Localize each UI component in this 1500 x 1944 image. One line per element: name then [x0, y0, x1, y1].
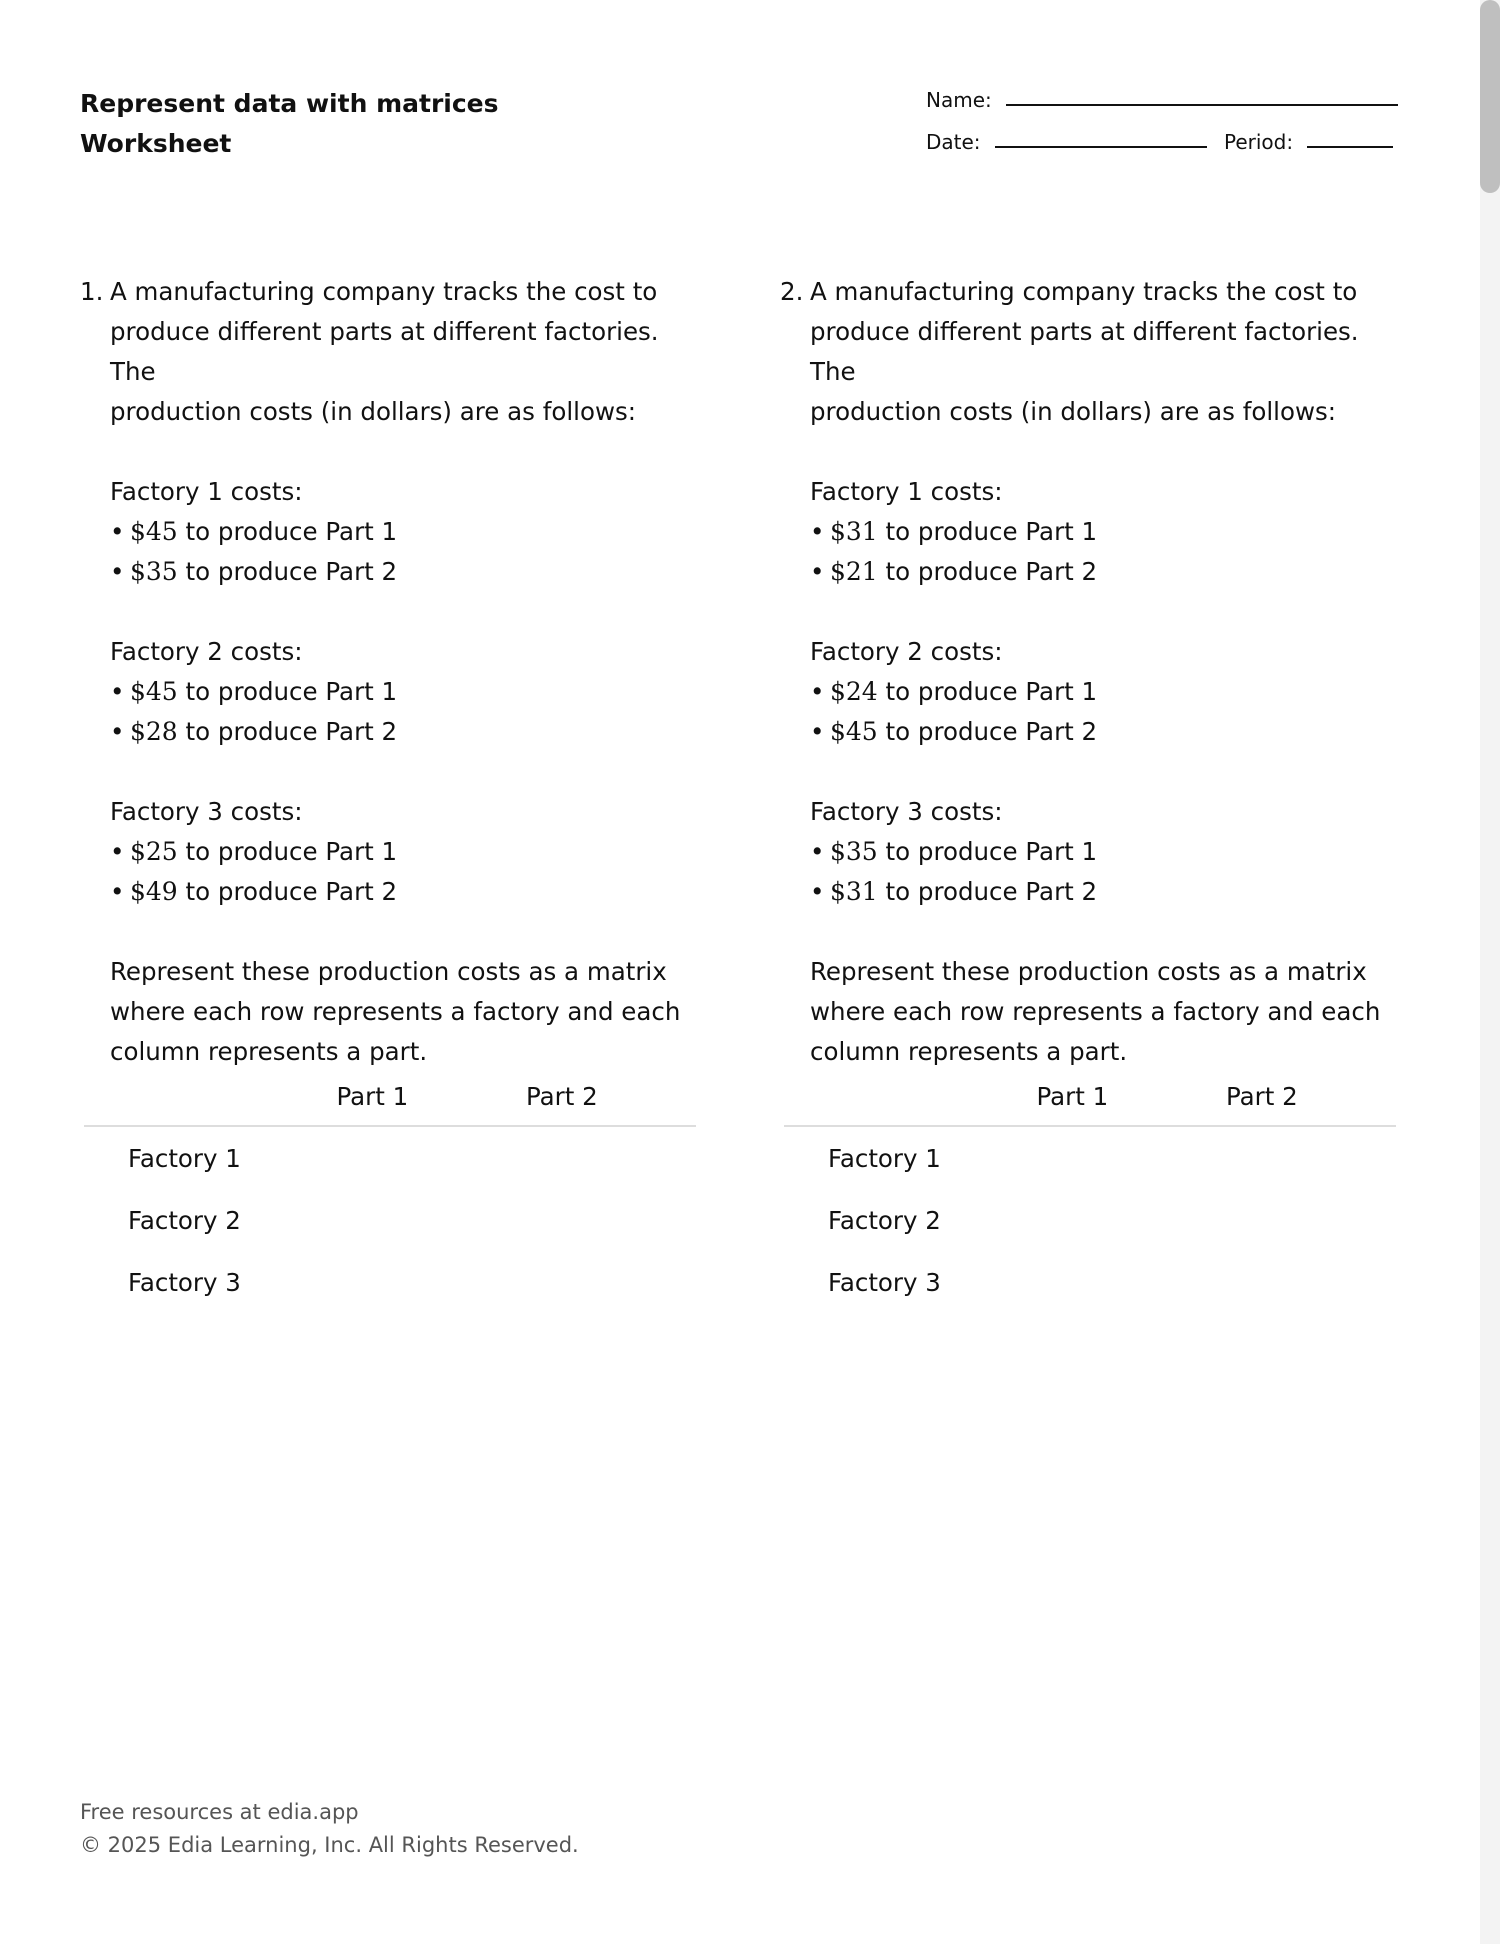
column-header-part-2: Part 2 [467, 1067, 696, 1126]
answer-cell[interactable] [278, 1189, 467, 1251]
cost-text: to produce Part 1 [185, 677, 398, 706]
intro-line: produce different parts at different factories. The [810, 317, 1359, 386]
answer-cell[interactable] [467, 1251, 696, 1313]
column-header-empty [784, 1067, 978, 1126]
answer-cell[interactable] [978, 1251, 1167, 1313]
question-body [110, 272, 700, 1072]
cost-item [110, 712, 700, 752]
instruction-line: Represent these production costs as a matrix [110, 957, 667, 986]
bullet-icon: • [110, 677, 125, 706]
cost-text: to produce Part 1 [185, 517, 398, 546]
cost-text: to produce Part 1 [885, 677, 1098, 706]
answer-cell[interactable] [467, 1189, 696, 1251]
cost-value: $24 [830, 677, 878, 706]
vertical-scrollbar-thumb[interactable] [1480, 0, 1500, 193]
table-row [84, 1126, 696, 1189]
vertical-scrollbar-track[interactable] [1480, 0, 1500, 1944]
row-label: Factory 2 [828, 1205, 941, 1235]
bullet-icon: • [110, 717, 125, 746]
answer-cell[interactable] [1167, 1251, 1396, 1313]
column-header-part-1: Part 1 [278, 1067, 467, 1126]
table-header-row [784, 1067, 1396, 1126]
intro-line: produce different parts at different factories. The [110, 317, 659, 386]
answer-cell[interactable] [978, 1189, 1167, 1251]
cost-item [810, 712, 1400, 752]
cost-value: $31 [830, 517, 878, 546]
bullet-icon: • [810, 877, 825, 906]
question-number: 1. [80, 277, 104, 306]
cost-item [110, 872, 700, 912]
cost-value: $35 [830, 837, 878, 866]
bullet-icon: • [810, 517, 825, 546]
worksheet-title [80, 84, 499, 164]
cost-text: to produce Part 1 [185, 837, 398, 866]
cost-value: $25 [130, 837, 178, 866]
row-label: Factory 3 [128, 1267, 241, 1297]
row-label: Factory 1 [828, 1143, 941, 1173]
cost-item [110, 512, 700, 552]
name-blank-line[interactable] [1006, 103, 1398, 106]
cost-value: $45 [130, 677, 178, 706]
intro-line: A manufacturing company tracks the cost to [810, 277, 1358, 306]
cost-item [110, 552, 700, 592]
instruction-line: where each row represents a factory and each [810, 997, 1381, 1026]
answer-cell[interactable] [278, 1251, 467, 1313]
intro-line: production costs (in dollars) are as follows: [810, 397, 1337, 426]
answer-cell[interactable] [978, 1126, 1167, 1189]
footer-resources-link[interactable]: Free resources at edia.app [80, 1800, 359, 1824]
date-label: Date: [926, 130, 981, 154]
cost-item [810, 552, 1400, 592]
factory-label: Factory 2 costs: [810, 637, 1003, 666]
instruction-line: Represent these production costs as a matrix [810, 957, 1367, 986]
instruction-line: where each row represents a factory and each [110, 997, 681, 1026]
answer-matrix-table [784, 1067, 1396, 1313]
table-row [784, 1251, 1396, 1313]
question-body [810, 272, 1400, 1072]
cost-value: $45 [830, 717, 878, 746]
bullet-icon: • [110, 517, 125, 546]
cost-value: $45 [130, 517, 178, 546]
row-label: Factory 3 [828, 1267, 941, 1297]
cost-item [110, 832, 700, 872]
cost-item [810, 672, 1400, 712]
table-row [784, 1189, 1396, 1251]
cost-item [810, 512, 1400, 552]
table-row [784, 1126, 1396, 1189]
answer-cell[interactable] [467, 1126, 696, 1189]
cost-text: to produce Part 2 [885, 557, 1098, 586]
intro-line: production costs (in dollars) are as follows: [110, 397, 637, 426]
bullet-icon: • [110, 837, 125, 866]
title-line-2: Worksheet [80, 129, 232, 158]
cost-value: $31 [830, 877, 878, 906]
column-header-part-2: Part 2 [1167, 1067, 1396, 1126]
answer-cell[interactable] [1167, 1126, 1396, 1189]
cost-item [810, 832, 1400, 872]
table-row [84, 1189, 696, 1251]
row-label: Factory 1 [128, 1143, 241, 1173]
row-label: Factory 2 [128, 1205, 241, 1235]
instruction-line: column represents a part. [110, 1037, 428, 1066]
title-line-1: Represent data with matrices [80, 89, 499, 118]
cost-item [810, 872, 1400, 912]
factory-label: Factory 1 costs: [810, 477, 1003, 506]
name-field[interactable] [926, 88, 1398, 112]
date-blank-line[interactable] [995, 145, 1207, 148]
cost-value: $28 [130, 717, 178, 746]
table-row [84, 1251, 696, 1313]
factory-label: Factory 3 costs: [110, 797, 303, 826]
bullet-icon: • [810, 717, 825, 746]
cost-text: to produce Part 2 [185, 557, 398, 586]
bullet-icon: • [810, 837, 825, 866]
date-field[interactable] [926, 130, 1207, 154]
question-number: 2. [780, 277, 804, 306]
factory-label: Factory 3 costs: [810, 797, 1003, 826]
answer-cell[interactable] [1167, 1189, 1396, 1251]
bullet-icon: • [110, 557, 125, 586]
table-header-row [84, 1067, 696, 1126]
cost-text: to produce Part 2 [185, 877, 398, 906]
factory-label: Factory 2 costs: [110, 637, 303, 666]
instruction-line: column represents a part. [810, 1037, 1128, 1066]
cost-item [110, 672, 700, 712]
cost-text: to produce Part 2 [885, 717, 1098, 746]
column-header-empty [84, 1067, 278, 1126]
period-blank-line[interactable] [1307, 145, 1393, 148]
footer-copyright: © 2025 Edia Learning, Inc. All Rights Reserved. [80, 1833, 579, 1857]
period-label: Period: [1224, 130, 1294, 154]
cost-value: $49 [130, 877, 178, 906]
cost-value: $21 [830, 557, 878, 586]
cost-value: $35 [130, 557, 178, 586]
name-label: Name: [926, 88, 992, 112]
answer-cell[interactable] [278, 1126, 467, 1189]
cost-text: to produce Part 1 [885, 837, 1098, 866]
bullet-icon: • [810, 557, 825, 586]
intro-line: A manufacturing company tracks the cost to [110, 277, 658, 306]
period-field[interactable] [1224, 130, 1393, 154]
cost-text: to produce Part 1 [885, 517, 1098, 546]
cost-text: to produce Part 2 [185, 717, 398, 746]
bullet-icon: • [810, 677, 825, 706]
cost-text: to produce Part 2 [885, 877, 1098, 906]
bullet-icon: • [110, 877, 125, 906]
answer-matrix-table [84, 1067, 696, 1313]
factory-label: Factory 1 costs: [110, 477, 303, 506]
column-header-part-1: Part 1 [978, 1067, 1167, 1126]
page-footer [80, 1796, 579, 1862]
